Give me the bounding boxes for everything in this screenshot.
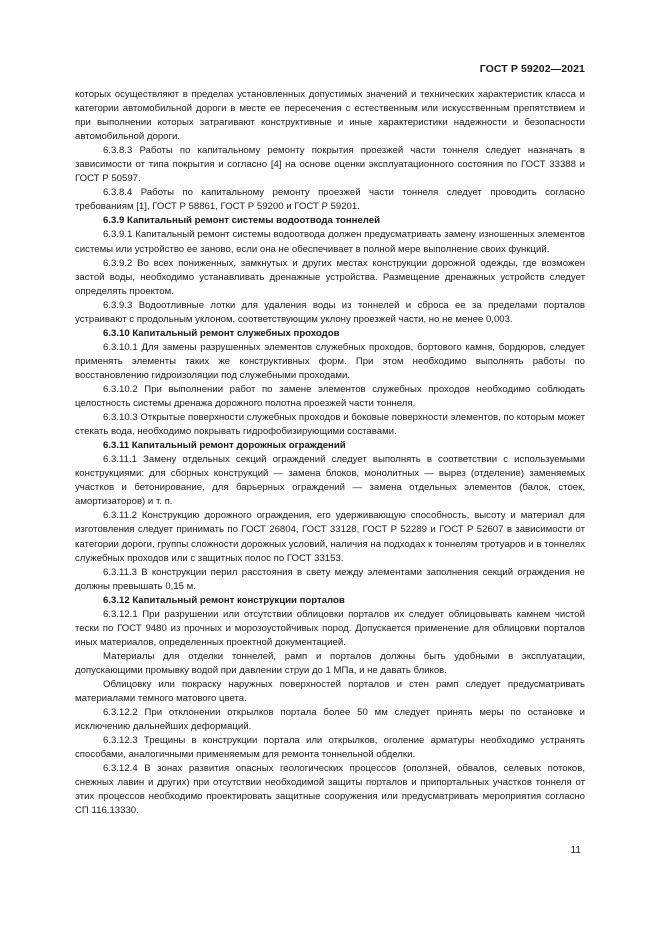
paragraph: 6.3.10.1 Для замены разрушенных элементов служебных проходов, бортового камня, бордюров, следует применять элементы таких же конструктивных форм. При этом необходимо выполнять работы по восстановлению гидроизоляции под служебными проходами.	[75, 341, 585, 381]
paragraph: Облицовку или покраску наружных поверхностей порталов и стен рамп следует предусматривать материалами темного матового цвета.	[75, 678, 585, 705]
paragraph: 6.3.11.3 В конструкции перил расстояния в свету между элементами заполнения секций ограждения не должны превышать 0,15 м.	[75, 566, 585, 592]
paragraph: 6.3.12.3 Трещины в конструкции портала или открылков, оголение арматуры необходимо устранять способами, аналогичными применяемым для ремонта тоннельной обделки.	[75, 735, 585, 761]
paragraph: 6.3.9.2 Во всех пониженных, замкнутых и других местах конструкции дорожной одежды, где возможен застой воды, необходимо устанавливать дренажные устройства. Размещение дренажных устройств следует определять проектом.	[75, 257, 585, 297]
paragraph: 6.3.11.1 Замену отдельных секций ограждений следует выполнять в соответствии с используемыми конструкциями: для сборных конструкций — замена блоков, монолитных — вырез (отделение) заменяемых участков и бетонирование, для барьерных ограждений — замена отдельных элементов (балок, стоек, амортизаторов) и т. п.	[75, 454, 585, 508]
paragraph: 6.3.10.3 Открытые поверхности служебных проходов и боковые поверхности элементов, по которым может стекать вода, необходимо покрывать гидрофобизирующими составами.	[75, 412, 585, 438]
paragraph: 6.3.10.2 При выполнении работ по замене элементов служебных проходов необходимо соблюдать целостность системы дренажа дорожного полотна проезжей части тоннеля.	[75, 383, 585, 410]
paragraph: 6.3.9.3 Водоотливные лотки для удаления воды из тоннелей и сброса ее за пределами порталов устраивают с продольным уклоном, соответствующим уклону проезжей части, но не менее 0,003.	[75, 299, 585, 325]
paragraph: 6.3.11.2 Конструкцию дорожного ограждения, его удерживающую способность, высоту и материал для изготовления следует принимать по ГОСТ 26804, ГОСТ 33128, ГОСТ Р 52289 и ГОСТ Р 52607 в зависимости от категории дороги, группы сложности дорожных условий, наличия на подходах к тоннелям тротуаров и в тоннелях служебных проходов или с защитных полос по ГОСТ 33153.	[75, 510, 585, 564]
paragraph: 6.3.12.1 При разрушении или отсутствии облицовки порталов их следует облицовывать камнем чистой тески по ГОСТ 9480 из прочных и морозоустойчивых пород. Допускается применение для облицовки порталов иных материалов, определенных проектной документацией.	[75, 608, 585, 648]
section-heading: 6.3.9 Капитальный ремонт системы водоотвода тоннелей	[103, 215, 381, 227]
document-header: ГОСТ Р 59202—2021	[479, 63, 585, 75]
paragraph: 6.3.12.2 При отклонении открылков портала более 50 мм следует принять меры по остановке и исключению дальнейших деформаций.	[75, 707, 585, 733]
paragraph: 6.3.8.4 Работы по капитальному ремонту проезжей части тоннеля следует проводить согласно требованиям [1], ГОСТ Р 58861, ГОСТ Р 59200 и ГОСТ Р 59201.	[75, 187, 585, 213]
paragraph: 6.3.8.3 Работы по капитальному ремонту покрытия проезжей части тоннеля следует назначать в зависимости от типа покрытия и согласно [4] на основе оценки эксплуатационного состояния по ГОСТ 33388 и ГОСТ Р 50597.	[75, 145, 585, 185]
section-heading: 6.3.12 Капитальный ремонт конструкции порталов	[103, 594, 345, 606]
paragraph: Материалы для отделки тоннелей, рамп и порталов должны быть удобными в эксплуатации, допускающими промывку водой при давлении струи до 1 МПа, и не давать бликов.	[75, 650, 585, 676]
page-number: 11	[570, 845, 581, 856]
paragraph: 6.3.9.1 Капитальный ремонт системы водоотвода должен предусматривать замену изношенных элементов системы или устройство ее заново, если она не обеспечивает в полной мере выполнение своих функций.	[75, 229, 585, 255]
paragraph: которых осуществляют в пределах установленных допустимых значений и технических характеристик класса и категории автомобильной дороги в месте ее пересечения с естественным или искусственным препятствием и при выполнении которых затрагивают конструктивные и иные характеристики надежности и безопасности автомобильной дороги.	[75, 89, 585, 143]
paragraph: 6.3.12.4 В зонах развития опасных геологических процессов (оползней, обвалов, селевых потоков, снежных лавин и других) при отсутствии необходимой защиты порталов и припортальных участков тоннеля от этих процессов необходимо проектировать защитные сооружения или предусматривать мероприятия согласно СП 116.13330.	[75, 763, 585, 817]
section-heading: 6.3.11 Капитальный ремонт дорожных ограждений	[103, 440, 346, 452]
section-heading: 6.3.10 Капитальный ремонт служебных проходов	[103, 327, 340, 339]
document-body	[75, 88, 585, 818]
